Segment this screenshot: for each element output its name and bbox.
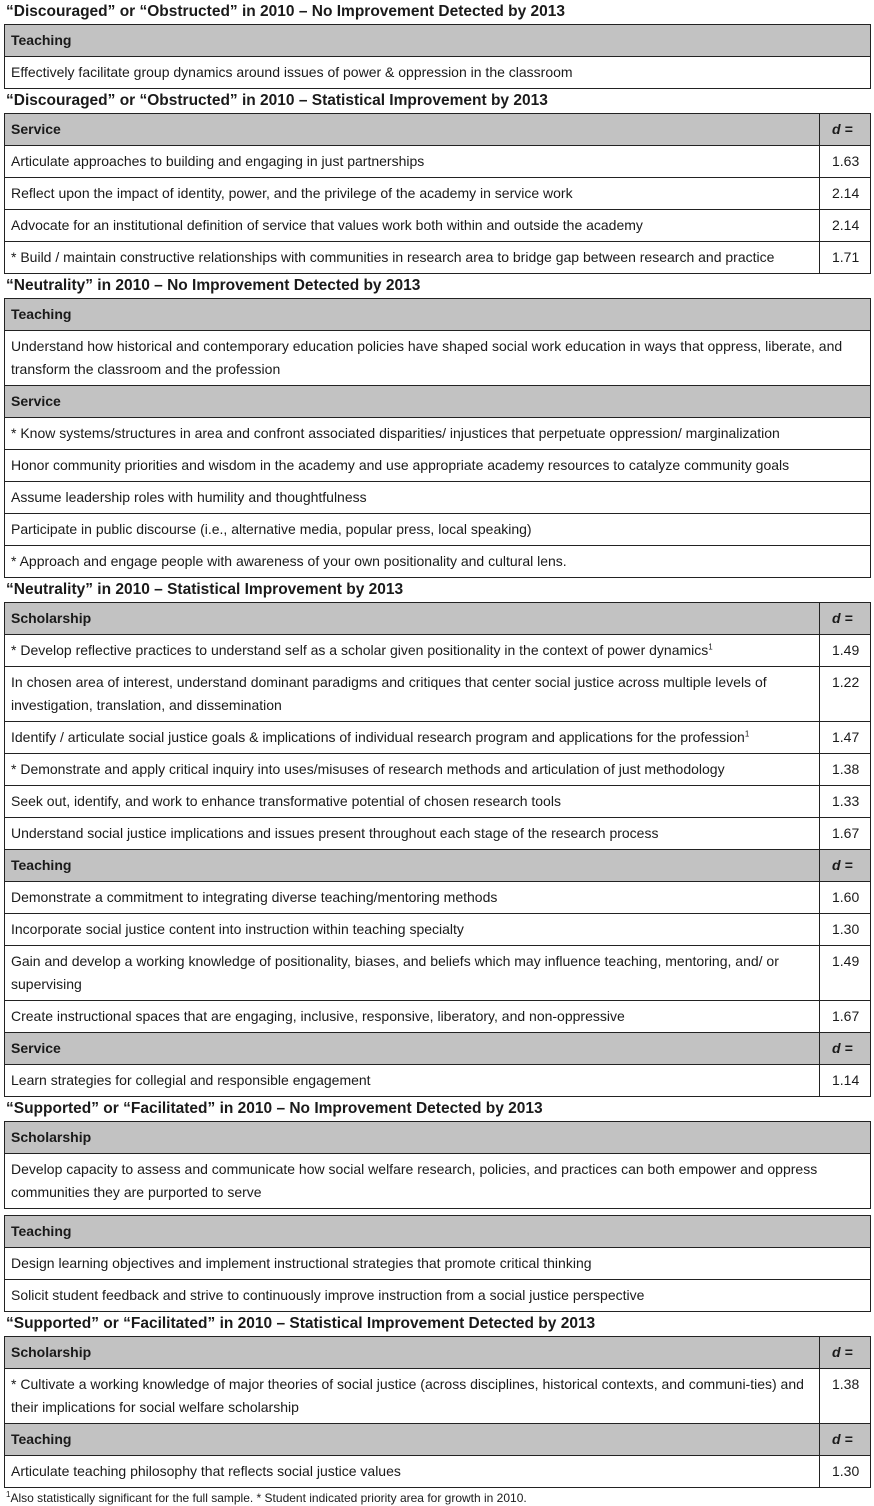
group-header: Service: [5, 386, 871, 418]
table-row: [5, 1154, 871, 1209]
table-row: [5, 482, 871, 514]
table-row: [5, 418, 871, 450]
content: [4, 2, 871, 1488]
section-table: [4, 113, 871, 274]
effect-size-value: 1.63: [820, 146, 871, 178]
table-row: [5, 242, 871, 274]
group-header: Teaching: [5, 850, 820, 882]
table-row: [5, 1001, 871, 1033]
competency-text: Incorporate social justice content into instruction within teaching specialty: [11, 921, 464, 937]
competency-cell: [5, 1154, 871, 1209]
group-header: Teaching: [5, 1216, 871, 1248]
competency-cell: [5, 146, 820, 178]
competency-cell: [5, 331, 871, 386]
competency-text: Participate in public discourse (i.e., alternative media, popular press, local speaking): [11, 521, 532, 537]
competency-text: Advocate for an institutional definition of service that values work both within and outside the academy: [11, 217, 643, 233]
competency-cell: [5, 1065, 820, 1097]
table-row: [5, 914, 871, 946]
table-row: [5, 882, 871, 914]
table-row: [5, 667, 871, 722]
section-title: “Discouraged” or “Obstructed” in 2010 – No Improvement Detected by 2013: [6, 3, 566, 20]
group-header-row: [5, 1122, 871, 1154]
table-row: [5, 946, 871, 1001]
competency-text: Create instructional spaces that are engaging, inclusive, responsive, liberatory, and non-oppressive: [11, 1008, 625, 1024]
competency-cell: [5, 1369, 820, 1424]
table-row: [5, 1248, 871, 1280]
table-row: [5, 1456, 871, 1488]
group-header: Teaching: [5, 25, 871, 57]
competency-cell: [5, 450, 871, 482]
group-header: Teaching: [5, 299, 871, 331]
competency-text: Develop capacity to assess and communicate how social welfare research, policies, and practices can both empower and oppress communities they are purported to serve: [11, 1161, 818, 1200]
effect-size-value: 1.30: [820, 914, 871, 946]
competency-cell: [5, 1248, 871, 1280]
competency-cell: [5, 546, 871, 578]
effect-size-header: d =: [820, 1033, 871, 1065]
competency-text: Learn strategies for collegial and responsible engagement: [11, 1072, 371, 1088]
section-table: [4, 1121, 871, 1209]
effect-size-value: 1.30: [820, 1456, 871, 1488]
competency-cell: [5, 1001, 820, 1033]
competency-cell: [5, 514, 871, 546]
competency-text: Gain and develop a working knowledge of positionality, biases, and beliefs which may influence teaching, mentoring, and/ or supervising: [11, 953, 779, 992]
table-row: [5, 331, 871, 386]
effect-size-header: d =: [820, 114, 871, 146]
competency-text: * Demonstrate and apply critical inquiry into uses/misuses of research methods and articulation of just methodology: [11, 761, 725, 777]
section-table: [4, 24, 871, 89]
competency-cell: [5, 178, 820, 210]
footnote-marker: 1: [744, 729, 750, 739]
group-header-row: [5, 603, 871, 635]
effect-size-header: d =: [820, 1424, 871, 1456]
effect-size-header: d =: [820, 603, 871, 635]
competency-text: Design learning objectives and implement instructional strategies that promote critical thinking: [11, 1255, 592, 1271]
section-table: [4, 298, 871, 578]
effect-size-value: 1.14: [820, 1065, 871, 1097]
competency-text: Articulate teaching philosophy that reflects social justice values: [11, 1463, 401, 1479]
group-header-row: [5, 850, 871, 882]
competency-text: Understand social justice implications and issues present throughout each stage of the research process: [11, 825, 659, 841]
table-row: [5, 178, 871, 210]
competency-cell: [5, 914, 820, 946]
competency-text: Identify / articulate social justice goals & implications of individual research program and applications for the profession: [11, 729, 745, 745]
competency-text: * Develop reflective practices to understand self as a scholar given positionality in the context of power dynamics: [11, 642, 709, 658]
group-header: Teaching: [5, 1424, 820, 1456]
table-row: [5, 1280, 871, 1312]
section-table: [4, 1215, 871, 1312]
effect-size-value: 1.67: [820, 818, 871, 850]
effect-size-value: 1.71: [820, 242, 871, 274]
table-row: [5, 818, 871, 850]
competency-text: In chosen area of interest, understand dominant paradigms and critiques that center social justice across multiple levels of investigation, translation, and dissemination: [11, 674, 767, 713]
competency-cell: [5, 210, 820, 242]
footnote-marker: 1: [6, 1490, 11, 1499]
table-row: [5, 210, 871, 242]
competency-cell: [5, 722, 820, 754]
table-row: [5, 786, 871, 818]
competency-cell: [5, 667, 820, 722]
effect-size-value: 1.38: [820, 1369, 871, 1424]
competency-cell: [5, 635, 820, 667]
competency-text: Honor community priorities and wisdom in the academy and use appropriate academy resources to catalyze community goals: [11, 457, 790, 473]
section-title: “Supported” or “Facilitated” in 2010 – No Improvement Detected by 2013: [6, 1100, 543, 1117]
effect-size-value: 1.60: [820, 882, 871, 914]
competency-text: * Approach and engage people with awareness of your own positionality and cultural lens.: [11, 553, 567, 569]
competency-cell: [5, 57, 871, 89]
effect-size-header: d =: [820, 850, 871, 882]
table-row: [5, 754, 871, 786]
effect-size-value: 1.47: [820, 722, 871, 754]
table-row: [5, 57, 871, 89]
competency-cell: [5, 946, 820, 1001]
effect-size-value: 1.33: [820, 786, 871, 818]
competency-text: Effectively facilitate group dynamics around issues of power & oppression in the classroom: [11, 64, 573, 80]
competency-text: Articulate approaches to building and engaging in just partnerships: [11, 153, 425, 169]
competency-cell: [5, 242, 820, 274]
competency-text: Reflect upon the impact of identity, power, and the privilege of the academy in service work: [11, 185, 573, 201]
group-header: Scholarship: [5, 603, 820, 635]
group-header-row: [5, 114, 871, 146]
effect-size-value: 2.14: [820, 178, 871, 210]
section-title: “Neutrality” in 2010 – Statistical Improvement by 2013: [6, 581, 404, 598]
group-header-row: [5, 25, 871, 57]
section-table: [4, 602, 871, 1097]
competency-cell: [5, 482, 871, 514]
competency-cell: [5, 418, 871, 450]
footnote: [4, 1490, 871, 1506]
competency-cell: [5, 786, 820, 818]
table-row: [5, 450, 871, 482]
table-row: [5, 1369, 871, 1424]
effect-size-header: d =: [820, 1337, 871, 1369]
table-row: [5, 635, 871, 667]
section-table: [4, 1336, 871, 1488]
group-header-row: [5, 1216, 871, 1248]
competency-cell: [5, 754, 820, 786]
group-header: Service: [5, 1033, 820, 1065]
competency-cell: [5, 882, 820, 914]
competency-text: Solicit student feedback and strive to continuously improve instruction from a social justice perspective: [11, 1287, 645, 1303]
competency-cell: [5, 1280, 871, 1312]
group-header-row: [5, 386, 871, 418]
table-row: [5, 1065, 871, 1097]
effect-size-value: 1.67: [820, 1001, 871, 1033]
table-row: [5, 722, 871, 754]
group-header: Service: [5, 114, 820, 146]
section-title: “Supported” or “Facilitated” in 2010 – Statistical Improvement Detected by 2013: [6, 1315, 596, 1332]
effect-size-value: 1.22: [820, 667, 871, 722]
footnote-text: Also statistically significant for the full sample. * Student indicated priority area for growth in 2010.: [10, 1491, 527, 1505]
competency-text: Assume leadership roles with humility and thoughtfulness: [11, 489, 367, 505]
competency-text: Understand how historical and contemporary education policies have shaped social work education in ways that oppress, liberate, and transform the classroom and the profession: [11, 338, 843, 377]
competency-text: Demonstrate a commitment to integrating diverse teaching/mentoring methods: [11, 889, 498, 905]
competency-text: * Know systems/structures in area and confront associated disparities/ injustices that perpetuate oppression/ marginalization: [11, 425, 780, 441]
document: [4, 0, 871, 1506]
table-row: [5, 146, 871, 178]
effect-size-value: 2.14: [820, 210, 871, 242]
effect-size-value: 1.49: [820, 635, 871, 667]
effect-size-value: 1.38: [820, 754, 871, 786]
group-header-row: [5, 299, 871, 331]
section-title: “Discouraged” or “Obstructed” in 2010 – Statistical Improvement by 2013: [6, 92, 548, 109]
group-header-row: [5, 1033, 871, 1065]
footnote-marker: 1: [708, 642, 713, 652]
competency-text: * Build / maintain constructive relationships with communities in research area to bridge gap between research and practice: [11, 249, 775, 265]
effect-size-value: 1.49: [820, 946, 871, 1001]
table-row: [5, 514, 871, 546]
group-header-row: [5, 1337, 871, 1369]
competency-text: Seek out, identify, and work to enhance transformative potential of chosen research tools: [11, 793, 561, 809]
competency-cell: [5, 818, 820, 850]
table-row: [5, 546, 871, 578]
competency-text: * Cultivate a working knowledge of major theories of social justice (across disciplines, historical contexts, and communi-ties) and their implications for social welfare scholarship: [11, 1376, 804, 1415]
group-header: Scholarship: [5, 1337, 820, 1369]
section-title: “Neutrality” in 2010 – No Improvement Detected by 2013: [6, 277, 421, 294]
group-header: Scholarship: [5, 1122, 871, 1154]
competency-cell: [5, 1456, 820, 1488]
